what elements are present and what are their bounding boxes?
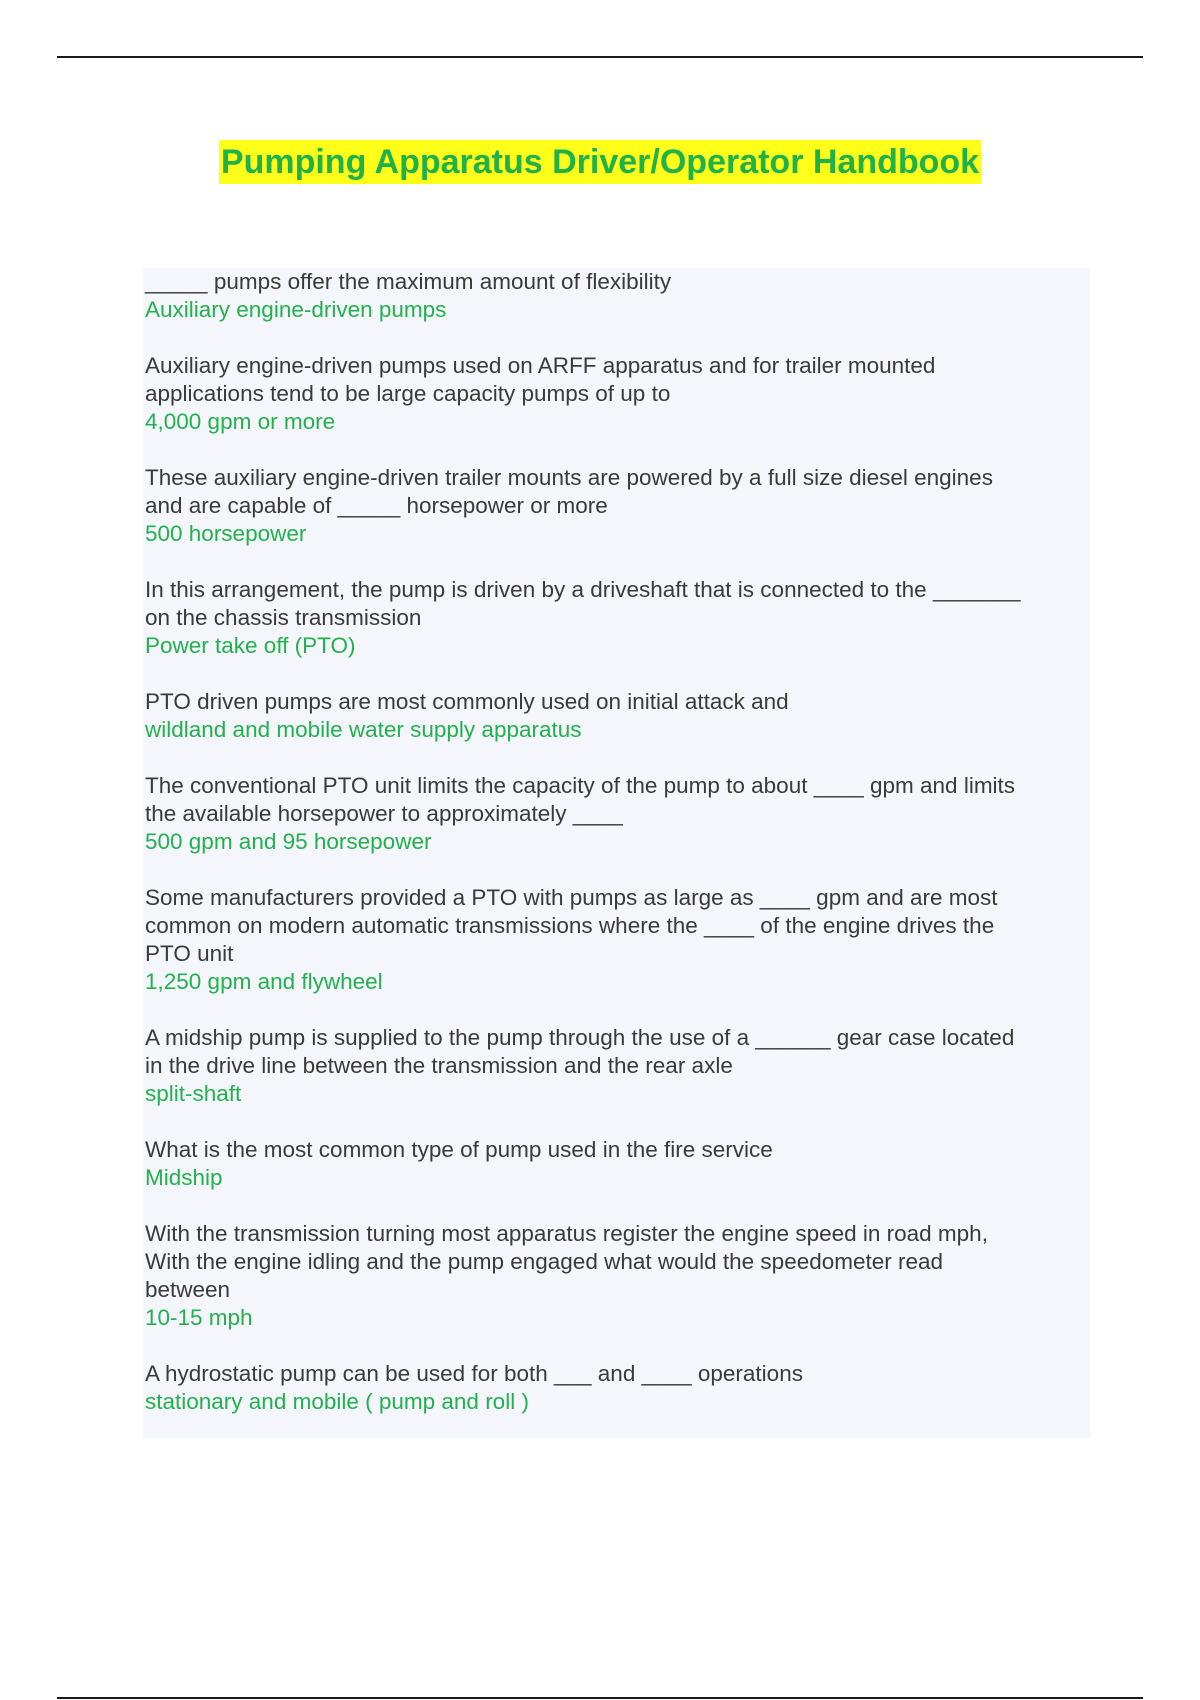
question-text: PTO driven pumps are most commonly used on initial attack and	[145, 689, 789, 714]
answer-text: wildland and mobile water supply apparatus	[145, 717, 582, 742]
answer-text: stationary and mobile ( pump and roll )	[145, 1389, 529, 1414]
answer-text: 1,250 gpm and flywheel	[145, 969, 383, 994]
qa-item	[145, 1136, 1090, 1192]
question-text: A hydrostatic pump can be used for both ___ and ____ operations	[145, 1361, 803, 1386]
answer-text: 500 horsepower	[145, 521, 307, 546]
qa-item	[145, 464, 1090, 548]
qa-item	[145, 1024, 1090, 1108]
qa-item	[145, 1220, 1090, 1332]
qa-item	[145, 1360, 1090, 1416]
qa-panel	[143, 268, 1090, 1438]
answer-text: 500 gpm and 95 horsepower	[145, 829, 432, 854]
qa-item	[145, 884, 1090, 996]
qa-item	[145, 688, 1090, 744]
qa-item	[145, 772, 1090, 856]
question-text: A midship pump is supplied to the pump through the use of a ______ gear case located in the drive line between the transmission and the rear axle	[145, 1025, 1015, 1078]
answer-text: 10-15 mph	[145, 1305, 253, 1330]
answer-text: split-shaft	[145, 1081, 242, 1106]
question-text: _____ pumps offer the maximum amount of flexibility	[145, 269, 672, 294]
question-text: The conventional PTO unit limits the capacity of the pump to about ____ gpm and limits the available horsepower to approximately ____	[145, 773, 1016, 826]
question-text: Auxiliary engine-driven pumps used on ARFF apparatus and for trailer mounted applications tend to be large capacity pumps of up to	[145, 353, 936, 406]
question-text: What is the most common type of pump used in the fire service	[145, 1137, 773, 1162]
question-text: These auxiliary engine-driven trailer mounts are powered by a full size diesel engines and are capable of _____ horsepower or more	[145, 465, 993, 518]
question-text: In this arrangement, the pump is driven by a driveshaft that is connected to the _______ on the chassis transmission	[145, 577, 1021, 630]
qa-item	[145, 268, 1090, 324]
top-rule	[57, 56, 1143, 58]
answer-text: Power take off (PTO)	[145, 633, 356, 658]
question-text: Some manufacturers provided a PTO with pumps as large as ____ gpm and are most common on modern automatic transmissions where the ____ of the engine drives the PTO unit	[145, 885, 998, 966]
answer-text: Midship	[145, 1165, 223, 1190]
document-title: Pumping Apparatus Driver/Operator Handbook	[219, 140, 981, 184]
title-block	[0, 140, 1200, 184]
answer-text: Auxiliary engine-driven pumps	[145, 297, 447, 322]
answer-text: 4,000 gpm or more	[145, 409, 336, 434]
question-text: With the transmission turning most apparatus register the engine speed in road mph, With the engine idling and the pump engaged what would the speedometer read between	[145, 1221, 988, 1302]
qa-item	[145, 352, 1090, 436]
qa-item	[145, 576, 1090, 660]
bottom-rule	[57, 1697, 1143, 1699]
